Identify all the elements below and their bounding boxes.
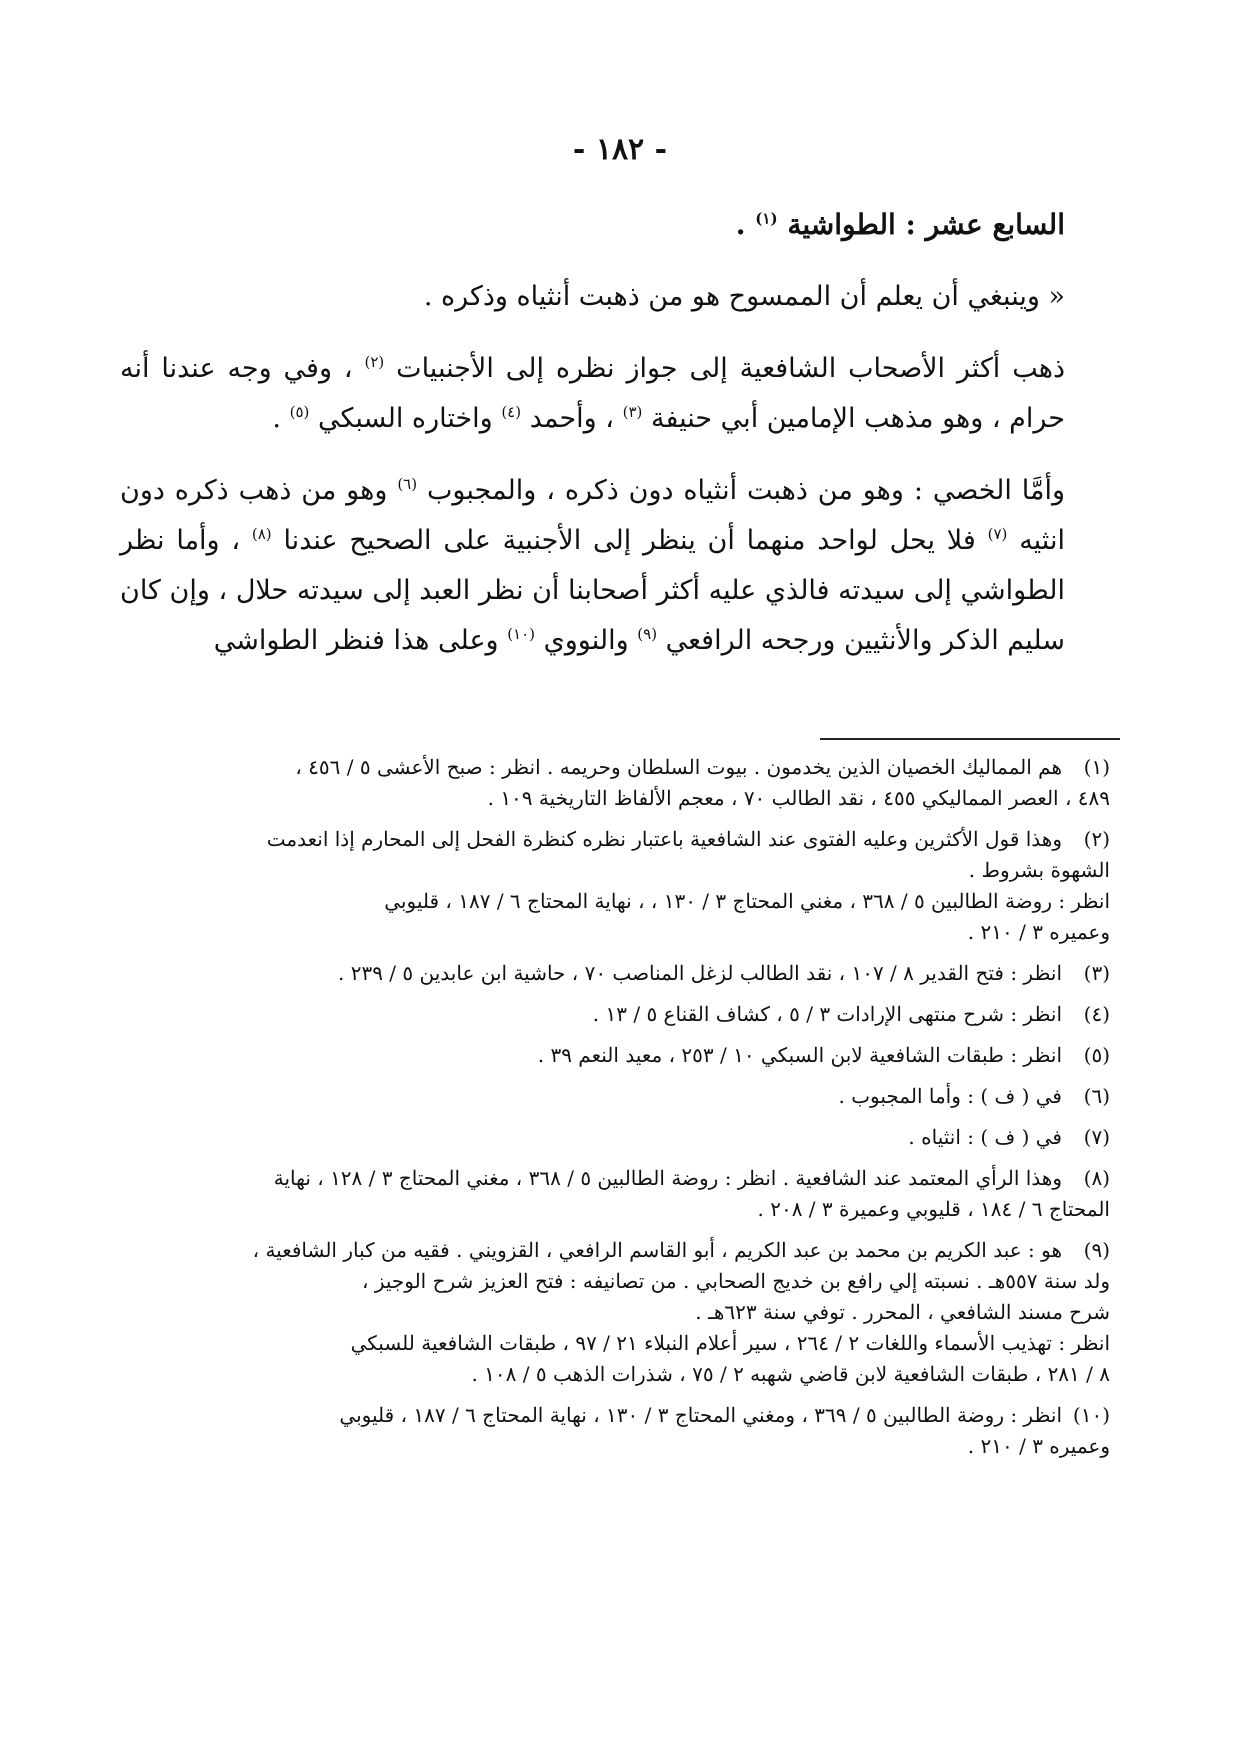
footnote-line: وعميره ٣ / ٢١٠ . — [967, 920, 1110, 944]
paragraph-3 — [120, 466, 1065, 666]
text-run: وهو من ذهب ذكره دون انثيه — [120, 475, 1065, 556]
footnote-ref: (٣) — [622, 403, 643, 421]
footnote-line: انظر : روضة الطالبين ٥ / ٣٦٩ ، ومغني المحتاج ٣ / ١٣٠ ، نهاية المحتاج ٦ / ١٨٧ ، قليوبي — [339, 1403, 1062, 1427]
page-number: - ١٨٢ - — [572, 132, 668, 167]
footnote-ref: (١٠) — [507, 625, 536, 643]
footnote-number: (٧) — [1083, 1125, 1110, 1149]
footnote — [180, 1235, 1110, 1390]
footnote-number: (٨) — [1083, 1166, 1110, 1190]
text-run: ، وأحمد — [529, 403, 614, 434]
footnote-line: وهذا قول الأكثرين وعليه الفتوى عند الشافعية باعتبار نظره كنظرة الفحل إلى المحارم إذا انعدمت — [266, 827, 1062, 851]
text-run: ، وأما نظر الطواشي إلى سيدته فالذي عليه أكثر أصحابنا أن نظر العبد إلى سيدته حلال ، وإن كان سليم الذكر والأنثيين ورجحه الرافعي — [120, 525, 1065, 656]
footnote-ref: (٩) — [637, 625, 658, 643]
footnote — [180, 824, 1110, 948]
footnote-line: ٨ / ٢٨١ ، طبقات الشافعية لابن قاضي شهبه ٢ / ٧٥ ، شذرات الذهب ٥ / ١٠٨ . — [471, 1362, 1110, 1386]
footnote-number: (٣) — [1083, 961, 1110, 985]
footnote-line: ولد سنة ٥٥٧هـ . نسبته إلي رافع بن خديج الصحابي . من تصانيفه : فتح العزيز شرح الوجيز ، — [362, 1269, 1110, 1293]
text-run: ، وفي وجه عندنا أنه حرام ، وهو مذهب الإمامين أبي حنيفة — [120, 353, 1065, 434]
footnote-ref: (٤) — [501, 403, 522, 421]
footnote-line: الشهوة بشروط . — [968, 858, 1110, 882]
footnote-line: شرح مسند الشافعي ، المحرر . توفي سنة ٦٢٣هـ . — [695, 1300, 1110, 1324]
footnote-number: (٤) — [1083, 1002, 1110, 1026]
main-text — [120, 200, 1065, 688]
footnote-line: انظر : فتح القدير ٨ / ١٠٧ ، نقد الطالب لزغل المناصب ٧٠ ، حاشية ابن عابدين ٥ / ٢٣٩ . — [337, 961, 1062, 985]
footnote-separator — [820, 738, 1120, 740]
text-run: واختاره السبكي — [317, 403, 493, 434]
footnote-line: انظر : تهذيب الأسماء واللغات ٢ / ٢٦٤ ، سير أعلام النبلاء ٢١ / ٩٧ ، طبقات الشافعية للسبكي — [350, 1331, 1110, 1355]
footnote-line: وعميره ٣ / ٢١٠ . — [967, 1434, 1110, 1458]
footnote — [180, 1400, 1110, 1462]
text-run: ذهب أكثر الأصحاب الشافعية إلى جواز نظره إلى الأجنبيات — [396, 353, 1065, 384]
footnotes — [180, 752, 1110, 1472]
footnote-line: وهذا الرأي المعتمد عند الشافعية . انظر : روضة الطالبين ٥ / ٣٦٨ ، مغني المحتاج ٣ / ١٢٨ ، نهاية — [273, 1166, 1062, 1190]
footnote-line: هم المماليك الخصيان الذين يخدمون . بيوت السلطان وحريمه . انظر : صبح الأعشى ٥ / ٤٥٦ ، — [295, 755, 1062, 779]
section-heading-end: . — [735, 208, 746, 241]
footnote-line: المحتاج ٦ / ١٨٤ ، قليوبي وعميرة ٣ / ٢٠٨ . — [757, 1197, 1110, 1221]
footnote — [180, 999, 1110, 1030]
text-run: وأمَّا الخصي : وهو من ذهبت أنثياه دون ذكره ، والمجبوب — [427, 475, 1066, 506]
text-run: وعلى هذا فنظر الطواشي — [213, 625, 499, 656]
footnote-ref: (٦) — [397, 475, 418, 493]
paragraph-2 — [120, 344, 1065, 444]
footnote — [180, 958, 1110, 989]
footnote-line: في ( ف ) : انثياه . — [908, 1125, 1062, 1149]
text-run: . — [272, 403, 281, 434]
footnote-line: انظر : طبقات الشافعية لابن السبكي ١٠ / ٢٥٣ ، معيد النعم ٣٩ . — [537, 1043, 1062, 1067]
footnote-number: (٩) — [1083, 1238, 1110, 1262]
text-run: فلا يحل لواحد منهما أن ينظر إلى الأجنبية على الصحيح عندنا — [283, 525, 976, 556]
text-run: والنووي — [543, 625, 629, 656]
section-heading-label: السابع عشر : الطواشية — [787, 208, 1065, 241]
footnote — [180, 1163, 1110, 1225]
footnote-number: (٥) — [1083, 1043, 1110, 1067]
footnote-line: انظر : روضة الطالبين ٥ / ٣٦٨ ، مغني المحتاج ٣ / ١٣٠ ، ، نهاية المحتاج ٦ / ١٨٧ ، قليوبي — [384, 889, 1110, 913]
footnote-line: انظر : شرح منتهى الإرادات ٣ / ٥ ، كشاف القناع ٥ / ١٣ . — [592, 1002, 1062, 1026]
footnote-number: (٢) — [1083, 827, 1110, 851]
footnote-line: ٤٨٩ ، العصر المماليكي ٤٥٥ ، نقد الطالب ٧٠ ، معجم الألفاظ التاريخية ١٠٩ . — [487, 786, 1110, 810]
footnote-number: (١٠) — [1072, 1403, 1110, 1427]
footnote-ref: (١) — [755, 209, 778, 228]
text-run: « وينبغي أن يعلم أن الممسوح هو من ذهبت أنثياه وذكره . — [423, 281, 1065, 312]
footnote-ref: (٧) — [987, 525, 1008, 543]
footnote — [180, 1122, 1110, 1153]
footnote-number: (١) — [1083, 755, 1110, 779]
footnote-line: في ( ف ) : وأما المجبوب . — [838, 1084, 1062, 1108]
section-heading — [120, 200, 1065, 250]
footnote — [180, 1040, 1110, 1071]
paragraph-1 — [120, 272, 1065, 322]
footnote-ref: (٥) — [289, 403, 310, 421]
footnote-number: (٦) — [1083, 1084, 1110, 1108]
footnote — [180, 752, 1110, 814]
footnote-line: هو : عبد الكريم بن محمد بن عبد الكريم ، أبو القاسم الرافعي ، القزويني . فقيه من كبار الشافعية ، — [252, 1238, 1062, 1262]
footnote — [180, 1081, 1110, 1112]
footnote-ref: (٢) — [364, 353, 385, 371]
footnote-ref: (٨) — [251, 525, 272, 543]
